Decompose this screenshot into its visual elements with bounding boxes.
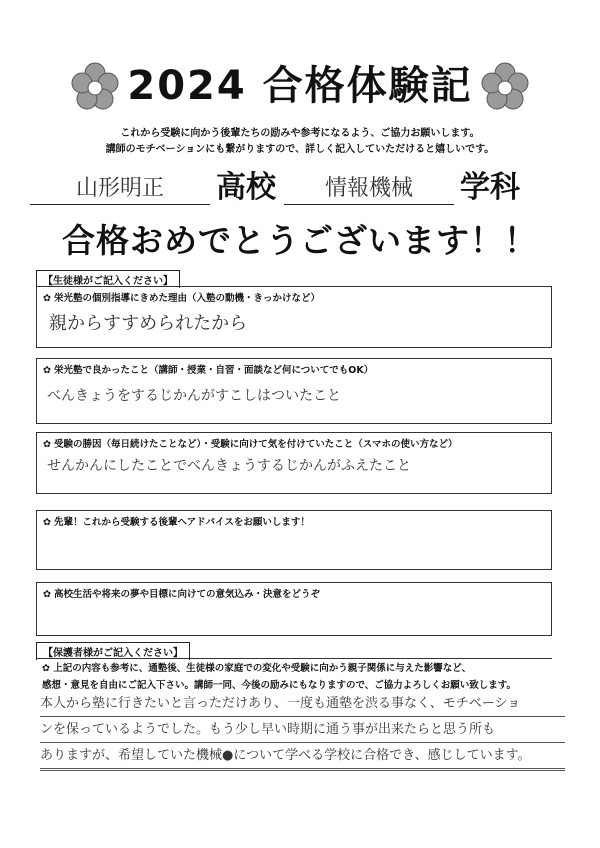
parent-answer-line-1[interactable]: 本人から塾に行きたいと言っただけあり、一度も通塾を渋る事なく、モチベーショ xyxy=(40,692,565,717)
question-title-4: ✿ 先輩！これから受験する後輩へアドバイスをお願いします！ xyxy=(43,517,310,528)
parent-prompt-line-2: 感想・意見を自由にご記入下さい。講師一同、今後の励みにもなりますので、ご協力よろしくお願い致します。 xyxy=(42,680,517,691)
parent-answer-line-2[interactable]: ンを保っているようでした。もう少し早い時期に通う事が出来たらと思う所も xyxy=(40,718,565,743)
congrats-heading: 合格おめでとうございます！！ xyxy=(62,221,538,260)
question-box-4[interactable] xyxy=(36,510,552,570)
intro-line-2: 講師のモチベーションにも繋がりますので、詳しく記入していただけると嬉しいです。 xyxy=(105,144,495,155)
department-suffix: 学科 xyxy=(460,170,520,205)
department-name-field[interactable]: 情報機械 xyxy=(284,172,454,205)
flower-bullet-icon: ✿ xyxy=(43,365,51,376)
flower-bullet-icon: ✿ xyxy=(43,589,51,600)
parent-answer-line-3[interactable]: ありますが、希望していた機械●について学べる学校に合格でき、感じしています。 xyxy=(40,744,565,769)
answer-text-2: べんきょうをするじかんがすこしはついたこと xyxy=(47,388,341,404)
question-title-3: ✿ 受験の勝因（毎日続けたことなど）・受験に向けて気を付けていたこと（スマホの使い方など） xyxy=(43,439,458,450)
parent-prompt-line-1: ✿ 上記の内容も参考に、通塾後、生徒様の家庭での変化や受験に向かう親子関係に与えた影響など、 xyxy=(42,663,472,674)
question-title-5: ✿ 高校生活や将来の夢や目標に向けての意気込み・決意をどうぞ xyxy=(43,589,320,600)
page-title: 2024 合格体験記 xyxy=(127,63,473,109)
flower-bullet-icon: ✿ xyxy=(43,517,51,528)
question-box-1[interactable] xyxy=(36,286,552,348)
answer-text-3: せんかんにしたことでべんきょうするじかんがふえたこと xyxy=(47,458,411,474)
question-box-2[interactable] xyxy=(36,358,552,424)
student-section-label: 【生徒様がご記入ください】 xyxy=(36,270,180,288)
parent-answer-line-4[interactable] xyxy=(40,770,565,771)
school-row xyxy=(30,168,570,212)
question-box-3[interactable] xyxy=(36,432,552,494)
flower-bullet-icon: ✿ xyxy=(43,439,51,450)
school-suffix: 高校 xyxy=(216,170,276,205)
question-title-2: ✿ 栄光塾で良かったこと（講師・授業・自習・面談など何についてでもOK） xyxy=(43,365,374,376)
right-flower-icon xyxy=(480,62,530,112)
intro-line-1: これから受験に向かう後輩たちの励みや参考になるよう、ご協力お願いします。 xyxy=(120,128,480,139)
school-name-field[interactable]: 山形明正 xyxy=(30,172,210,205)
answer-text-1: 親からすすめられたから xyxy=(49,313,248,334)
question-title-1: ✿ 栄光塾の個別指導にきめた理由（入塾の動機・きっかけなど） xyxy=(43,293,320,304)
flower-bullet-icon: ✿ xyxy=(43,293,51,304)
flower-bullet-icon: ✿ xyxy=(42,663,54,674)
parent-section-label: 【保護者様がご記入ください】 xyxy=(36,642,190,660)
question-box-5[interactable] xyxy=(36,582,552,636)
